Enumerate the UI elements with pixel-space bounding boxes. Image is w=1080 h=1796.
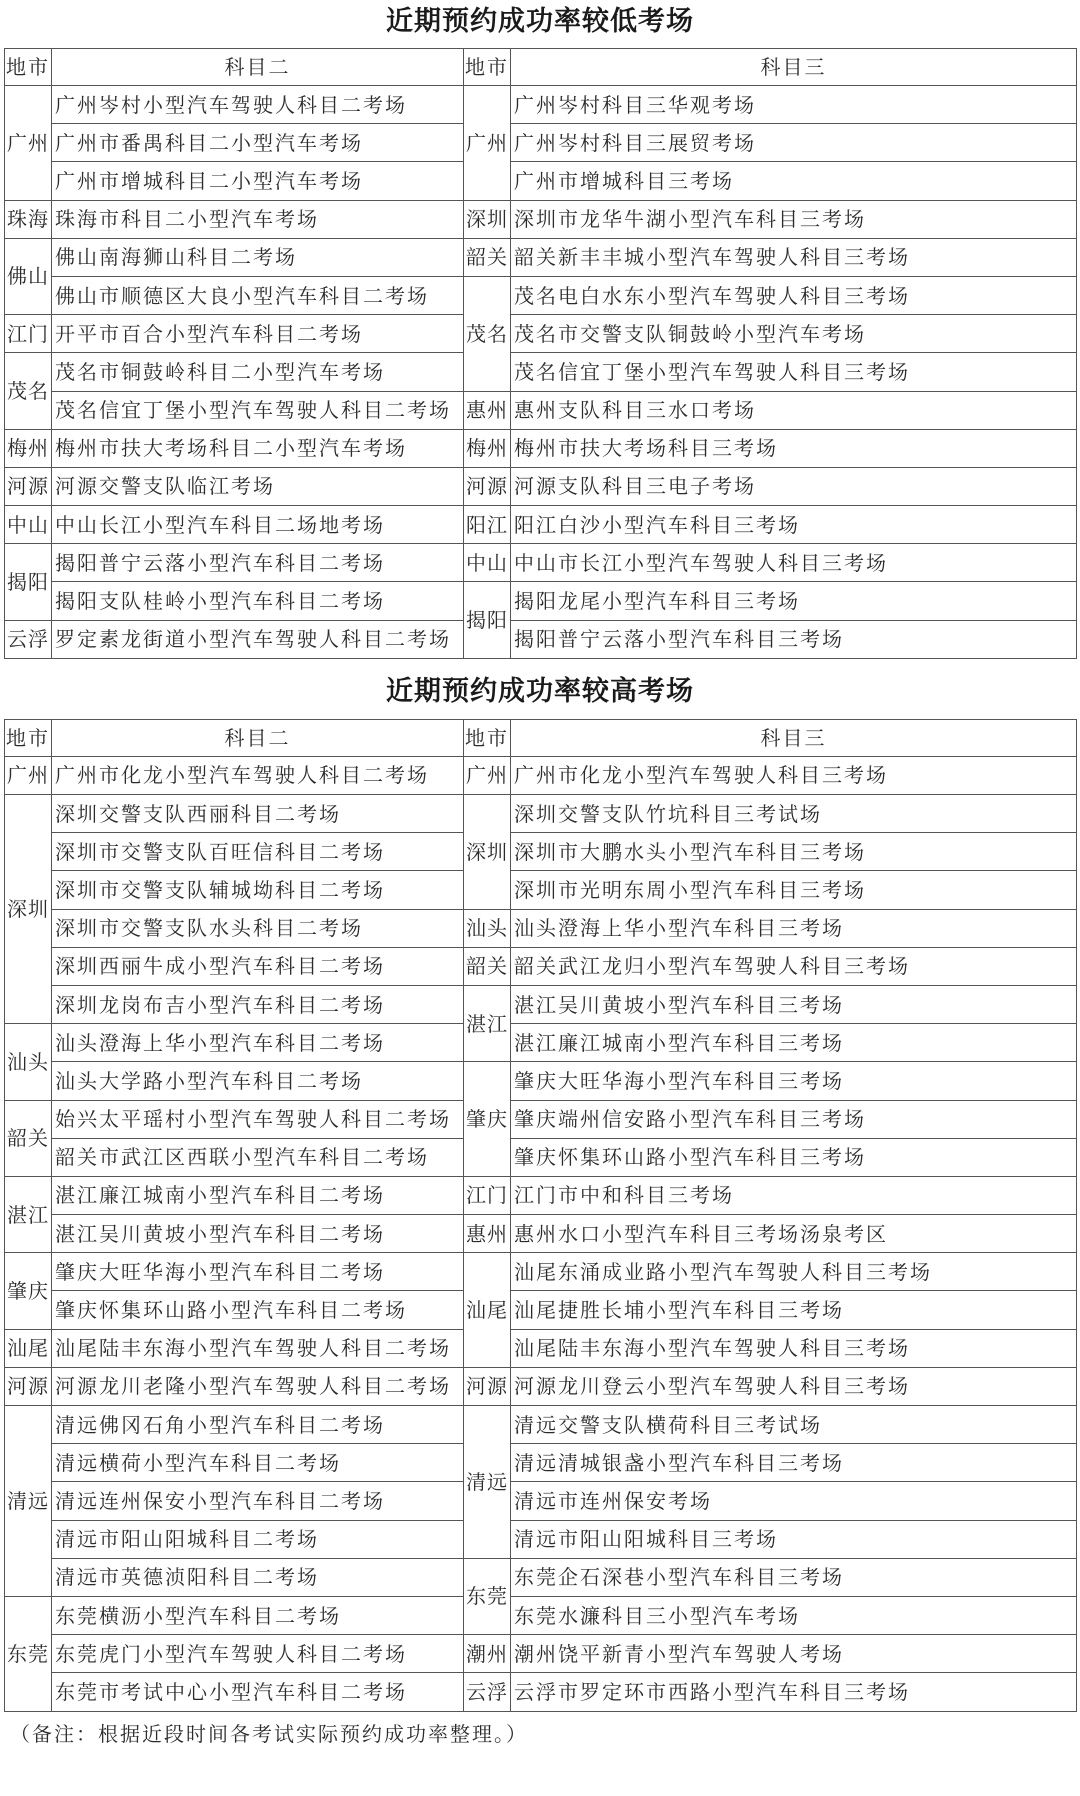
table-row xyxy=(5,947,1077,985)
subject-two-venue-cell: 茂名信宜丁堡小型汽车驾驶人科目二考场 xyxy=(52,391,464,429)
subject-two-venue-cell: 广州市化龙小型汽车驾驶人科目二考场 xyxy=(52,756,464,794)
table-row xyxy=(5,1062,1077,1100)
table-row xyxy=(5,200,1077,238)
table-row xyxy=(5,506,1077,544)
city-cell-right: 惠州 xyxy=(464,391,511,429)
subject-three-venue-cell: 茂名市交警支队铜鼓岭小型汽车考场 xyxy=(511,315,1077,353)
subject-three-venue-cell: 韶关新丰丰城小型汽车驾驶人科目三考场 xyxy=(511,238,1077,276)
table-row xyxy=(5,1215,1077,1253)
subject-two-venue-cell: 深圳市交警支队百旺信科目二考场 xyxy=(52,833,464,871)
city-cell-right: 河源 xyxy=(464,1367,511,1405)
subject-two-venue-cell: 广州岑村小型汽车驾驶人科目二考场 xyxy=(52,86,464,124)
table-row xyxy=(5,1520,1077,1558)
subject-two-venue-cell: 清远佛冈石角小型汽车科目二考场 xyxy=(52,1406,464,1444)
table-row xyxy=(5,1558,1077,1596)
subject-two-venue-cell: 清远横荷小型汽车科目二考场 xyxy=(52,1444,464,1482)
subject-three-venue-cell: 湛江廉江城南小型汽车科目三考场 xyxy=(511,1024,1077,1062)
city-cell-left: 湛江 xyxy=(5,1176,52,1252)
subject-three-venue-cell: 汕尾捷胜长埔小型汽车科目三考场 xyxy=(511,1291,1077,1329)
subject-three-venue-cell: 肇庆端州信安路小型汽车科目三考场 xyxy=(511,1100,1077,1138)
table-row xyxy=(5,1253,1077,1291)
subject-three-venue-cell: 清远清城银盏小型汽车科目三考场 xyxy=(511,1444,1077,1482)
table-row xyxy=(5,353,1077,391)
subject-three-venue-cell: 潮州饶平新青小型汽车驾驶人考场 xyxy=(511,1635,1077,1673)
city-cell-right: 惠州 xyxy=(464,1215,511,1253)
subject-three-venue-cell: 广州市化龙小型汽车驾驶人科目三考场 xyxy=(511,756,1077,794)
city-cell-right: 肇庆 xyxy=(464,1062,511,1177)
table-row xyxy=(5,1444,1077,1482)
table-row xyxy=(5,1596,1077,1634)
city-cell-left: 河源 xyxy=(5,1367,52,1405)
table-row xyxy=(5,162,1077,200)
subject-two-venue-cell: 汕头大学路小型汽车科目二考场 xyxy=(52,1062,464,1100)
subject-two-venue-cell: 东莞市考试中心小型汽车科目二考场 xyxy=(52,1673,464,1711)
city-cell-right: 阳江 xyxy=(464,506,511,544)
subject-three-venue-cell: 阳江白沙小型汽车科目三考场 xyxy=(511,506,1077,544)
subject-three-venue-cell: 河源龙川登云小型汽车驾驶人科目三考场 xyxy=(511,1367,1077,1405)
table-row xyxy=(5,544,1077,582)
city-cell-left: 揭阳 xyxy=(5,544,52,620)
subject-three-venue-cell: 梅州市扶大考场科目三考场 xyxy=(511,429,1077,467)
city-cell-right: 汕尾 xyxy=(464,1253,511,1368)
subject-two-venue-cell: 广州市番禺科目二小型汽车考场 xyxy=(52,124,464,162)
subject-two-venue-cell: 佛山南海狮山科目二考场 xyxy=(52,238,464,276)
subject-two-venue-cell: 深圳交警支队西丽科目二考场 xyxy=(52,795,464,833)
city-cell-left: 广州 xyxy=(5,86,52,201)
table-row xyxy=(5,1482,1077,1520)
table-row xyxy=(5,795,1077,833)
subject-three-venue-cell: 汕尾东涌成业路小型汽车驾驶人科目三考场 xyxy=(511,1253,1077,1291)
table-row xyxy=(5,833,1077,871)
low-success-table xyxy=(4,48,1077,659)
table-row xyxy=(5,276,1077,314)
subject-two-venue-cell: 汕尾陆丰东海小型汽车驾驶人科目二考场 xyxy=(52,1329,464,1367)
subject-three-venue-cell: 河源支队科目三电子考场 xyxy=(511,467,1077,505)
table-row xyxy=(5,467,1077,505)
city-cell-right: 云浮 xyxy=(464,1673,511,1711)
subject-three-venue-cell: 东莞企石深巷小型汽车科目三考场 xyxy=(511,1558,1077,1596)
subject-three-venue-cell: 中山市长江小型汽车驾驶人科目三考场 xyxy=(511,544,1077,582)
subject-two-venue-cell: 中山长江小型汽车科目二场地考场 xyxy=(52,506,464,544)
city-cell-right: 广州 xyxy=(464,86,511,201)
table-row xyxy=(5,756,1077,794)
subject-three-venue-cell: 惠州支队科目三水口考场 xyxy=(511,391,1077,429)
city-cell-right: 汕头 xyxy=(464,909,511,947)
table-row xyxy=(5,1635,1077,1673)
subject-three-venue-cell: 广州岑村科目三展贸考场 xyxy=(511,124,1077,162)
subject-two-venue-cell: 深圳市交警支队辅城坳科目二考场 xyxy=(52,871,464,909)
subject-two-venue-cell: 河源龙川老隆小型汽车驾驶人科目二考场 xyxy=(52,1367,464,1405)
city-cell-left: 梅州 xyxy=(5,429,52,467)
subject-three-venue-cell: 深圳市龙华牛湖小型汽车科目三考场 xyxy=(511,200,1077,238)
city-cell-right: 潮州 xyxy=(464,1635,511,1673)
table-row xyxy=(5,1329,1077,1367)
table-row xyxy=(5,86,1077,124)
city-cell-left: 珠海 xyxy=(5,200,52,238)
city-cell-left: 深圳 xyxy=(5,795,52,1024)
high-table-title: 近期预约成功率较高考场 xyxy=(386,675,694,707)
subject-two-venue-cell: 深圳西丽牛成小型汽车科目二考场 xyxy=(52,947,464,985)
subject-two-venue-cell: 汕头澄海上华小型汽车科目二考场 xyxy=(52,1024,464,1062)
city-cell-right: 茂名 xyxy=(464,276,511,391)
subject-three-venue-cell: 江门市中和科目三考场 xyxy=(511,1176,1077,1214)
city-cell-left: 汕尾 xyxy=(5,1329,52,1367)
subject-three-venue-cell: 东莞水濂科目三小型汽车考场 xyxy=(511,1596,1077,1634)
subject-three-venue-cell: 韶关武江龙归小型汽车驾驶人科目三考场 xyxy=(511,947,1077,985)
table-row xyxy=(5,1100,1077,1138)
subject-three-venue-cell: 清远市阳山阳城科目三考场 xyxy=(511,1520,1077,1558)
city-cell-right: 清远 xyxy=(464,1406,511,1559)
subject-three-venue-cell: 肇庆怀集环山路小型汽车科目三考场 xyxy=(511,1138,1077,1176)
city-cell-left: 江门 xyxy=(5,315,52,353)
header-city-left: 地市 xyxy=(5,719,52,756)
subject-two-venue-cell: 清远连州保安小型汽车科目二考场 xyxy=(52,1482,464,1520)
table-row xyxy=(5,1176,1077,1214)
subject-three-venue-cell: 云浮市罗定环市西路小型汽车科目三考场 xyxy=(511,1673,1077,1711)
subject-two-venue-cell: 深圳龙岗布吉小型汽车科目二考场 xyxy=(52,985,464,1023)
city-cell-left: 东莞 xyxy=(5,1596,52,1711)
city-cell-right: 广州 xyxy=(464,756,511,794)
subject-two-venue-cell: 河源交警支队临江考场 xyxy=(52,467,464,505)
subject-three-venue-cell: 茂名电白水东小型汽车驾驶人科目三考场 xyxy=(511,276,1077,314)
subject-three-venue-cell: 清远市连州保安考场 xyxy=(511,1482,1077,1520)
table-header-row xyxy=(5,49,1077,86)
subject-three-venue-cell: 揭阳普宁云落小型汽车科目三考场 xyxy=(511,620,1077,658)
subject-two-venue-cell: 珠海市科目二小型汽车考场 xyxy=(52,200,464,238)
subject-two-venue-cell: 开平市百合小型汽车科目二考场 xyxy=(52,315,464,353)
table-row xyxy=(5,985,1077,1023)
subject-two-venue-cell: 揭阳支队桂岭小型汽车科目二考场 xyxy=(52,582,464,620)
table-row xyxy=(5,429,1077,467)
subject-three-venue-cell: 揭阳龙尾小型汽车科目三考场 xyxy=(511,582,1077,620)
table-row xyxy=(5,1024,1077,1062)
subject-two-venue-cell: 肇庆大旺华海小型汽车科目二考场 xyxy=(52,1253,464,1291)
subject-three-venue-cell: 茂名信宜丁堡小型汽车驾驶人科目三考场 xyxy=(511,353,1077,391)
city-cell-right: 梅州 xyxy=(464,429,511,467)
header-subject-three: 科目三 xyxy=(511,719,1077,756)
subject-two-venue-cell: 清远市英德浈阳科目二考场 xyxy=(52,1558,464,1596)
city-cell-right: 东莞 xyxy=(464,1558,511,1634)
city-cell-left: 云浮 xyxy=(5,620,52,658)
city-cell-left: 肇庆 xyxy=(5,1253,52,1329)
subject-three-venue-cell: 肇庆大旺华海小型汽车科目三考场 xyxy=(511,1062,1077,1100)
subject-two-venue-cell: 深圳市交警支队水头科目二考场 xyxy=(52,909,464,947)
subject-two-venue-cell: 东莞横沥小型汽车科目二考场 xyxy=(52,1596,464,1634)
table-row xyxy=(5,1291,1077,1329)
table-row xyxy=(5,1673,1077,1711)
table-row xyxy=(5,124,1077,162)
subject-two-venue-cell: 清远市阳山阳城科目二考场 xyxy=(52,1520,464,1558)
subject-three-venue-cell: 广州岑村科目三华观考场 xyxy=(511,86,1077,124)
table-row xyxy=(5,1138,1077,1176)
city-cell-right: 河源 xyxy=(464,467,511,505)
city-cell-left: 清远 xyxy=(5,1406,52,1597)
city-cell-right: 深圳 xyxy=(464,200,511,238)
city-cell-left: 汕头 xyxy=(5,1024,52,1100)
city-cell-left: 佛山 xyxy=(5,238,52,314)
subject-three-venue-cell: 深圳市大鹏水头小型汽车科目三考场 xyxy=(511,833,1077,871)
subject-two-venue-cell: 始兴太平瑶村小型汽车驾驶人科目二考场 xyxy=(52,1100,464,1138)
city-cell-right: 江门 xyxy=(464,1176,511,1214)
city-cell-left: 茂名 xyxy=(5,353,52,429)
header-subject-three: 科目三 xyxy=(511,49,1077,86)
table-row xyxy=(5,909,1077,947)
table-row xyxy=(5,238,1077,276)
subject-two-venue-cell: 茂名市铜鼓岭科目二小型汽车考场 xyxy=(52,353,464,391)
subject-three-venue-cell: 深圳交警支队竹坑科目三考试场 xyxy=(511,795,1077,833)
subject-three-venue-cell: 汕头澄海上华小型汽车科目三考场 xyxy=(511,909,1077,947)
subject-two-venue-cell: 罗定素龙街道小型汽车驾驶人科目二考场 xyxy=(52,620,464,658)
subject-two-venue-cell: 湛江吴川黄坡小型汽车科目二考场 xyxy=(52,1215,464,1253)
table-row xyxy=(5,1367,1077,1405)
city-cell-right: 韶关 xyxy=(464,947,511,985)
high-success-table xyxy=(4,719,1077,1712)
table-row xyxy=(5,871,1077,909)
subject-three-venue-cell: 惠州水口小型汽车科目三考场汤泉考区 xyxy=(511,1215,1077,1253)
city-cell-right: 深圳 xyxy=(464,795,511,910)
table-header-row xyxy=(5,719,1077,756)
table-row xyxy=(5,582,1077,620)
city-cell-left: 韶关 xyxy=(5,1100,52,1176)
header-subject-two: 科目二 xyxy=(52,719,464,756)
subject-three-venue-cell: 深圳市光明东周小型汽车科目三考场 xyxy=(511,871,1077,909)
header-city-right: 地市 xyxy=(464,49,511,86)
subject-two-venue-cell: 东莞虎门小型汽车驾驶人科目二考场 xyxy=(52,1635,464,1673)
table-row xyxy=(5,620,1077,658)
header-city-right: 地市 xyxy=(464,719,511,756)
city-cell-left: 河源 xyxy=(5,467,52,505)
subject-two-venue-cell: 肇庆怀集环山路小型汽车科目二考场 xyxy=(52,1291,464,1329)
subject-three-venue-cell: 汕尾陆丰东海小型汽车驾驶人科目三考场 xyxy=(511,1329,1077,1367)
city-cell-right: 湛江 xyxy=(464,985,511,1061)
header-city-left: 地市 xyxy=(5,49,52,86)
table-row xyxy=(5,315,1077,353)
subject-three-venue-cell: 广州市增城科目三考场 xyxy=(511,162,1077,200)
table-row xyxy=(5,391,1077,429)
city-cell-right: 韶关 xyxy=(464,238,511,276)
city-cell-right: 中山 xyxy=(464,544,511,582)
city-cell-right: 揭阳 xyxy=(464,582,511,658)
subject-three-venue-cell: 清远交警支队横荷科目三考试场 xyxy=(511,1406,1077,1444)
subject-two-venue-cell: 湛江廉江城南小型汽车科目二考场 xyxy=(52,1176,464,1214)
subject-two-venue-cell: 广州市增城科目二小型汽车考场 xyxy=(52,162,464,200)
subject-two-venue-cell: 揭阳普宁云落小型汽车科目二考场 xyxy=(52,544,464,582)
subject-two-venue-cell: 梅州市扶大考场科目二小型汽车考场 xyxy=(52,429,464,467)
city-cell-left: 中山 xyxy=(5,506,52,544)
low-table-title: 近期预约成功率较低考场 xyxy=(386,6,694,37)
city-cell-left: 广州 xyxy=(5,756,52,794)
subject-two-venue-cell: 佛山市顺德区大良小型汽车科目二考场 xyxy=(52,276,464,314)
table-row xyxy=(5,1406,1077,1444)
footnote: （备注：根据近段时间各考试实际预约成功率整理。） xyxy=(10,1721,528,1746)
header-subject-two: 科目二 xyxy=(52,49,464,86)
subject-two-venue-cell: 韶关市武江区西联小型汽车科目二考场 xyxy=(52,1138,464,1176)
subject-three-venue-cell: 湛江吴川黄坡小型汽车科目三考场 xyxy=(511,985,1077,1023)
